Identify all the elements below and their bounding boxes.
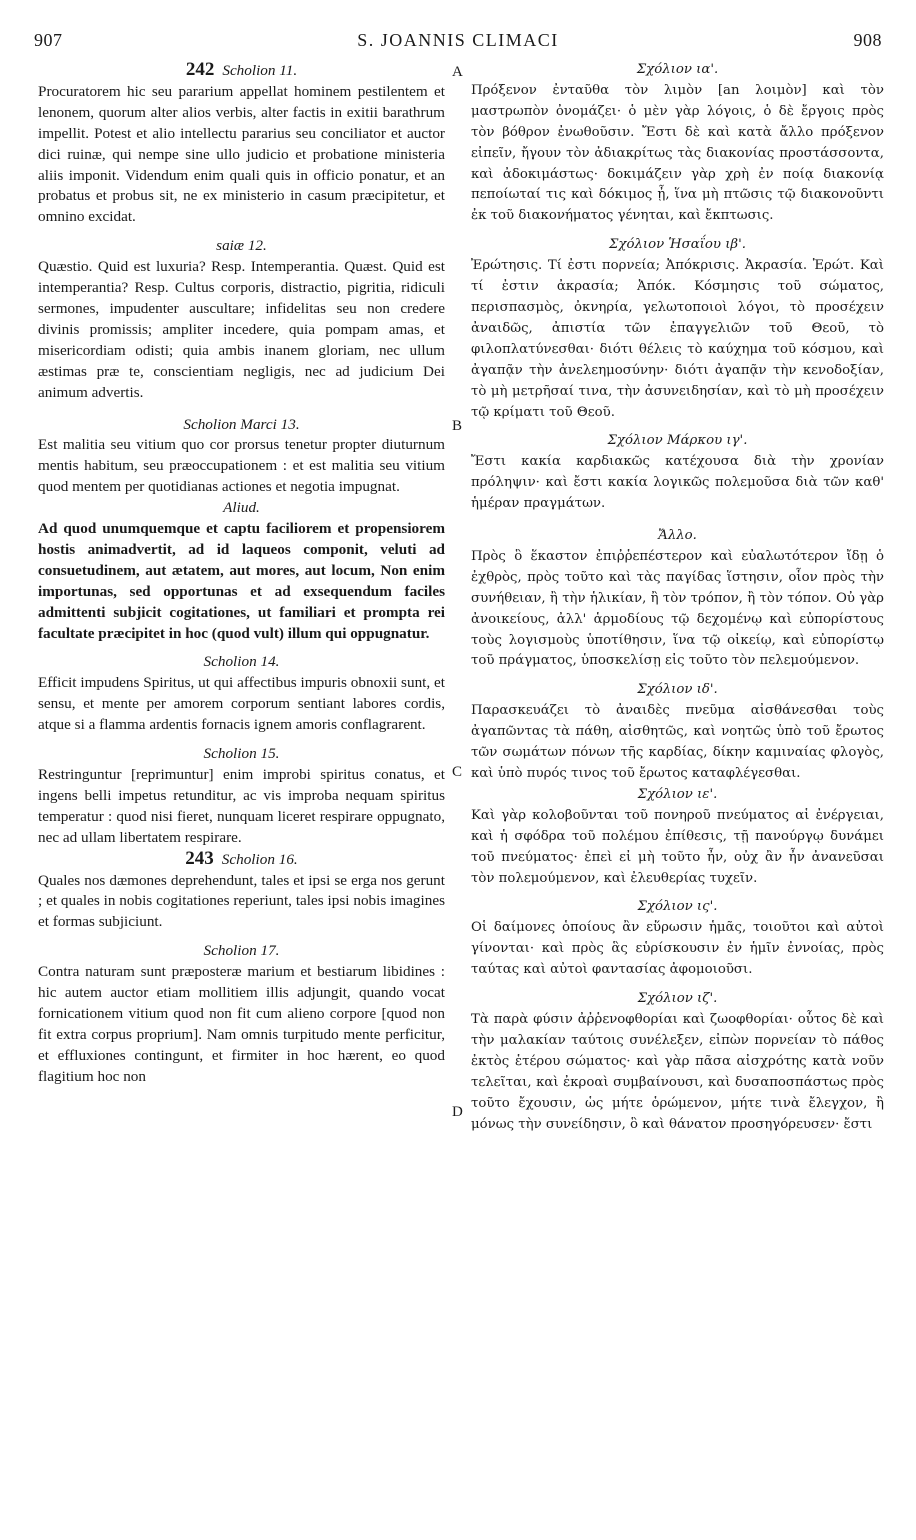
column-number-243: 243 <box>185 847 214 869</box>
scholion-13-text: Est malitia seu vitium quo cor prorsus tenetur propter diuturnum mentis habitum, seu præoccupationem : et est malitia seu vitium quod mentem per quotidianas actiones et negotia impugnat. <box>38 436 445 496</box>
greek-scholion-15-text: Καὶ γὰρ κολοβοῦνται τοῦ πονηροῦ πνεύματος αἱ ἐνέργειαι, καὶ ἡ σφόδρα τοῦ πολέμου ἐπίθεσις, τῇ πανούργῳ δυνάμει τοῦ πνεύματος· ἐπεὶ εἰ μὴ τοῦτο ἦν, οὐχ ἂν ἦν ἀνανεῦσαι τὸν πολεμούμενον, καὶ ἐλευθερίας τυχεῖν. <box>471 807 884 886</box>
margin-letter-b: B <box>452 418 463 434</box>
greek-scholion-12-text: Ἐρώτησις. Τί ἐστι πορνεία; Ἀπόκρισις. Ἀκρασία. Ἐρώτ. Καὶ τί ἐστιν ἀκρασία; Ἀπόκ. Κόσμησις τοῦ σώματος, περισπασμὸς, ὀκνηρία, γελωτοποιοὶ λόγοι, τὸ προσέχειν ἀναιδῶς, ἀπιστία τῶν ἐπαγγελιῶν τοῦ Θεοῦ, τὸ φιλοπλατύνεσθαι· διότι θέλεις τὸ καύχημα τοῦ κόσμου, καὶ ἀγαπᾷν τὴν ἀνελεημοσύνην· διότι ἀγαπᾷν τὴν κενοδοξίαν, τὸ μὴ μετρῆσαί τινα, τὴν ἀσυνειδησίαν, καὶ τὸ μὴ προσέχειν τῷ κρίματι τοῦ Θεοῦ. <box>471 258 884 420</box>
scholion-12-title: saiæ 12. <box>216 237 267 255</box>
greek-scholion-11-text: Πρόξενον ἐνταῦθα τὸν λιμὸν [an λοιμὸν] καὶ τὸν μαστρωπὸν ὀνομάζει· ὁ μὲν γὰρ λόγοις, ὁ δὲ ἔργοις πρὸς τὸν βόθρον ἐνωθοῦσιν. Ἔστι δὲ καὶ κατὰ ἄλλο πρόξενον εἰπεῖν, ἤγουν τὸν ἀδιακρίτως τὰς διακονίας προστάσσοντα, καὶ ἀδοκιμάστως· δοκιμάζειν γὰρ χρὴ ἐν ποίᾳ διακονίᾳ πεποίωταί τις καὶ δόκιμος ᾖ, ἵνα μὴ πτῶσις τῷ διακονοῦντι ἐκ τοῦ διακονήματος γένηται, καὶ ἔκπτωσις. <box>471 82 884 224</box>
greek-scholion-14-text: Παρασκευάζει τὸ ἀναιδὲς πνεῦμα αἰσθάνεσθαι τοὺς ἀγαπῶντας τὰ πάθη, αἰσθητῶς, καὶ νοητῶς ὑπὸ τοῦ ἔρωτος τῶν σωμάτων πόνων τῆς καρδίας, δίκην καμιναίας φλογὸς, καὶ ὑπὸ πυρός τινος τοῦ ἔρωτος καταφλέγεσθαι. <box>471 703 884 781</box>
greek-scholion-13-title: Σχόλιον Μάρκου ιγ'. <box>607 433 748 449</box>
aliud-text: Ad quod unumquemque et captu faciliorem et propensiorem hostis animadvertit, ad id laqueos componit, veluti ad consuetudinem, aut ætatem, aut mores, aut locum, Non enim importunas, sed opportunas et ad exsequendum faciles admittenti subjicit cogitationes, ut familiari et prompta rei facultate præcipitet in hoc (quod vult) illum qui oppugnatur. <box>38 520 445 642</box>
greek-allo-text: Πρὸς ὃ ἕκαστον ἐπιῤῥεπέστερον καὶ εὐαλωτότερον ἴδῃ ὁ ἐχθρὸς, πρὸς τοῦτο καὶ τὰς παγίδας ἵστησιν, οἷον πρὸς τὴν συνήθειαν, ἢ τὴν ἡλικίαν, ἢ τὸν τρόπον, ἢ τὸν τόπον. Οὐ γὰρ ἀνοικείους, ἀλλ' ἁρμοδίους τῷ δεχομένῳ καὶ εὐπορίστους τοὺς λογισμοὺς ὑποτίθησιν, ἵνα τῷ οἰκείῳ, καὶ εὐπορίστῳ τοῦ πράγματος, ὑποσκελίσῃ εἰς τοῦτο τὸν πελεμούμενον. <box>471 548 884 669</box>
scholion-11-text: Procuratorem hic seu pararium appellat hominem pestilentem et lenonem, quorum alter alios verbis, alter factis in exitii barathrum impellit. Potest et alio intellectu pararius seu conciliator et auctor dici ruinæ, qui nempe sine ullo judicio et probatione ministeria aliis imponit. Videndum enim quali quis in officio ponatur, et an probatus et probus sit, ne ex ministerio in casum præcipitetur, et omnino excidat. <box>38 82 445 226</box>
scholion-12-text: Quæstio. Quid est luxuria? Resp. Intemperantia. Quæst. Quid est intemperantia? Resp. Cultus corporis, distractio, pigritia, ridiculi sermones, impudenter auscultare; infidelitas seu non credere divinis promissis; ampliter incedere, quia pompam amas, et misericordiam odisti; quia ambis inanem gloriam, nec ullum æstimas præ te, conscientiam negligis, nec ad judicium Dei animum advertis. <box>38 258 445 401</box>
scholion-11-heading <box>38 60 445 82</box>
margin-letter-a: A <box>452 64 463 80</box>
greek-scholion-15-title: Σχόλιον ιε'. <box>637 786 718 802</box>
page-number-left: 907 <box>34 30 63 50</box>
scholion-17-title: Scholion 17. <box>203 942 280 960</box>
scholion-16-heading <box>38 849 445 871</box>
greek-scholion-17-text: Τὰ παρὰ φύσιν ἀῤῥενοφθορίαι καὶ ζωοφθορίαι· οὗτος δὲ καὶ τὴν μαλακίαν ταύτοις συνέλεξεν, εἰπὼν πορνείαν τὸ πάθος ἐκτὸς ἑτέρου σώματος· καὶ γὰρ πᾶσα αἰσχρότης κατὰ νοῦν τελεῖται, καὶ ἐκροαὶ συμβαίνουσι, καὶ δυσαποσπάστως πρὸς τοῦτο ἔχουσιν, ὡς μήτε ὁρώμενον, μήτε τινὰ ἔλεγχον, ἢ μόνως τὴν συνείδησιν, ὃ καὶ θάνατον προσηγόρευσεν· ἔστι <box>471 1011 884 1132</box>
margin-letter-c: C <box>452 764 463 780</box>
running-title: S. JOANNIS CLIMACI <box>357 30 559 50</box>
latin-column <box>38 60 445 1088</box>
greek-column <box>471 60 884 1135</box>
greek-scholion-11-title: Σχόλιον ια'. <box>636 62 719 77</box>
scholion-17-text: Contra naturam sunt præposteræ marium et bestiarum libidines : hic autem auctor etiam mollitiem illis adjungit, quando vocat fornicationem vitium quod non fit cum alieno corpore [quod non fit extra corpus proprium]. Nam omnis turpitudo mente perficitur, et effluxiones contingunt, et firmiter in hoc hærent, eo quod flagitium hoc non <box>38 963 445 1085</box>
greek-scholion-16-title: Σχόλιον ις'. <box>637 899 718 915</box>
scholion-13-title: Scholion Marci 13. <box>183 415 300 433</box>
greek-scholion-17-title: Σχόλιον ιζ'. <box>637 991 718 1007</box>
greek-scholion-16-text: Οἱ δαίμονες ὁποίους ἂν εὕρωσιν ἡμᾶς, τοιοῦτοι καὶ αὐτοὶ γίνονται· καὶ πρὸς ἃς εὑρίσκουσιν ἐν ἡμῖν ἐννοίας, πρὸς ταύτας καὶ αὐτοὶ φαντασίας ἀφομοιοῦσι. <box>471 920 884 978</box>
greek-scholion-13-text: Ἔστι κακία καρδιακῶς κατέχουσα διὰ τὴν χρονίαν πρόληψιν· καὶ ἔστι κακία λογικῶς πολεμοῦσα διὰ τῶν καθ' ἡμέραν πραγμάτων. <box>471 454 884 512</box>
column-number-242: 242 <box>185 59 215 80</box>
scholion-15-text: Restringuntur [reprimuntur] enim improbi spiritus conatus, et ingens belli impetus retunditur, ac vis improba nequam spiritus temperatur : quod nisi fieret, nunquam liceret respirare oppugnato, nec ad ullam libertatem respirare. <box>38 766 445 846</box>
scholion-14-title: Scholion 14. <box>203 653 280 671</box>
running-header <box>34 30 882 56</box>
aliud-title: Aliud. <box>223 499 260 517</box>
greek-scholion-12-title: Σχόλιον Ἡσαΐου ιβ'. <box>609 237 746 253</box>
margin-letter-d: D <box>452 1104 463 1120</box>
greek-scholion-14-title: Σχόλιον ιδ'. <box>637 682 718 698</box>
scholion-11-title: Scholion 11. <box>222 62 298 79</box>
scholion-15-title: Scholion 15. <box>203 745 280 763</box>
scholion-14-text: Efficit impudens Spiritus, ut qui affectibus impuris obnoxii sunt, et sensu, et mente per amorem corporum sentiant labores cordis, atque si a flamma ardentis fornacis ignem amoris conflagrarent. <box>38 674 445 734</box>
scholion-16-title: Scholion 16. <box>221 850 298 868</box>
scholion-16-text: Quales nos dæmones deprehendunt, tales et ipsi se erga nos gerunt ; et quales in nobis cogitationes reperiunt, tales ipsi nobis imagines et formas subjiciunt. <box>38 871 445 931</box>
page-number-right: 908 <box>853 30 882 50</box>
greek-allo-title: Ἄλλο. <box>658 528 697 544</box>
